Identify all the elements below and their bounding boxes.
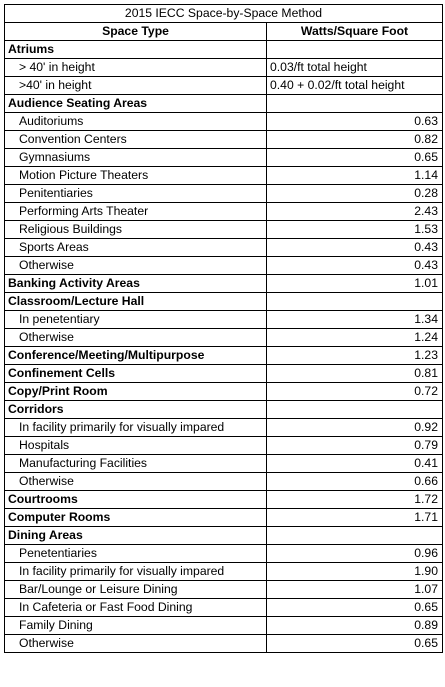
space-by-space-table bbox=[4, 4, 443, 653]
category-row bbox=[5, 95, 443, 113]
space-type-cell: Otherwise bbox=[5, 257, 267, 275]
table-row bbox=[5, 239, 443, 257]
watts-value-cell: 0.63 bbox=[267, 113, 443, 131]
watts-value-cell: 0.79 bbox=[267, 437, 443, 455]
space-type-cell: > 40' in height bbox=[5, 59, 267, 77]
category-label: Copy/Print Room bbox=[5, 383, 267, 401]
column-header-watts-per-sqft: Watts/Square Foot bbox=[267, 23, 443, 41]
table-row bbox=[5, 113, 443, 131]
table-row bbox=[5, 257, 443, 275]
watts-value-cell: 0.43 bbox=[267, 257, 443, 275]
watts-value-cell: 0.03/ft total height bbox=[267, 59, 443, 77]
category-label: Dining Areas bbox=[5, 527, 267, 545]
watts-value-cell bbox=[267, 527, 443, 545]
table-row bbox=[5, 185, 443, 203]
category-row bbox=[5, 509, 443, 527]
watts-value-cell: 0.65 bbox=[267, 599, 443, 617]
watts-value-cell: 0.65 bbox=[267, 149, 443, 167]
watts-value-cell: 0.66 bbox=[267, 473, 443, 491]
watts-value-cell bbox=[267, 401, 443, 419]
table-body bbox=[5, 41, 443, 653]
space-type-cell: In facility primarily for visually impared bbox=[5, 419, 267, 437]
table-row bbox=[5, 545, 443, 563]
table-row bbox=[5, 635, 443, 653]
table-row bbox=[5, 419, 443, 437]
watts-value-cell: 1.14 bbox=[267, 167, 443, 185]
category-row bbox=[5, 293, 443, 311]
space-type-cell: Bar/Lounge or Leisure Dining bbox=[5, 581, 267, 599]
category-row bbox=[5, 401, 443, 419]
watts-value-cell bbox=[267, 95, 443, 113]
category-label: Corridors bbox=[5, 401, 267, 419]
table-row bbox=[5, 599, 443, 617]
table-row bbox=[5, 77, 443, 95]
table-title: 2015 IECC Space-by-Space Method bbox=[5, 5, 443, 23]
category-label: Audience Seating Areas bbox=[5, 95, 267, 113]
space-type-cell: Motion Picture Theaters bbox=[5, 167, 267, 185]
space-type-cell: Gymnasiums bbox=[5, 149, 267, 167]
space-type-cell: Sports Areas bbox=[5, 239, 267, 257]
watts-value-cell: 0.43 bbox=[267, 239, 443, 257]
space-type-cell: Convention Centers bbox=[5, 131, 267, 149]
space-type-cell: In facility primarily for visually impared bbox=[5, 563, 267, 581]
table-row bbox=[5, 617, 443, 635]
category-row bbox=[5, 527, 443, 545]
watts-value-cell: 0.28 bbox=[267, 185, 443, 203]
category-row bbox=[5, 491, 443, 509]
watts-value-cell: 1.24 bbox=[267, 329, 443, 347]
table-row bbox=[5, 473, 443, 491]
watts-value-cell: 1.71 bbox=[267, 509, 443, 527]
watts-value-cell: 0.72 bbox=[267, 383, 443, 401]
watts-value-cell bbox=[267, 293, 443, 311]
watts-value-cell: 1.23 bbox=[267, 347, 443, 365]
category-label: Computer Rooms bbox=[5, 509, 267, 527]
space-type-cell: Manufacturing Facilities bbox=[5, 455, 267, 473]
space-type-cell: Otherwise bbox=[5, 473, 267, 491]
category-row bbox=[5, 41, 443, 59]
category-row bbox=[5, 347, 443, 365]
column-header-row bbox=[5, 23, 443, 41]
space-type-cell: Otherwise bbox=[5, 329, 267, 347]
column-header-space-type: Space Type bbox=[5, 23, 267, 41]
table-row bbox=[5, 59, 443, 77]
space-type-cell: Family Dining bbox=[5, 617, 267, 635]
category-label: Confinement Cells bbox=[5, 365, 267, 383]
watts-value-cell: 0.96 bbox=[267, 545, 443, 563]
space-type-cell: Otherwise bbox=[5, 635, 267, 653]
watts-value-cell: 0.89 bbox=[267, 617, 443, 635]
watts-value-cell: 1.07 bbox=[267, 581, 443, 599]
table-row bbox=[5, 581, 443, 599]
watts-value-cell: 1.72 bbox=[267, 491, 443, 509]
space-type-cell: Penitentiaries bbox=[5, 185, 267, 203]
space-type-cell: In Cafeteria or Fast Food Dining bbox=[5, 599, 267, 617]
watts-value-cell: 1.01 bbox=[267, 275, 443, 293]
watts-value-cell: 0.41 bbox=[267, 455, 443, 473]
space-type-cell: Auditoriums bbox=[5, 113, 267, 131]
watts-value-cell: 0.92 bbox=[267, 419, 443, 437]
watts-value-cell: 0.81 bbox=[267, 365, 443, 383]
space-type-cell: Religious Buildings bbox=[5, 221, 267, 239]
watts-value-cell: 0.65 bbox=[267, 635, 443, 653]
category-label: Conference/Meeting/Multipurpose bbox=[5, 347, 267, 365]
space-type-cell: Penetentiaries bbox=[5, 545, 267, 563]
category-row bbox=[5, 383, 443, 401]
table-row bbox=[5, 329, 443, 347]
table-row bbox=[5, 131, 443, 149]
table-row bbox=[5, 221, 443, 239]
watts-value-cell: 2.43 bbox=[267, 203, 443, 221]
category-label: Courtrooms bbox=[5, 491, 267, 509]
watts-value-cell: 1.34 bbox=[267, 311, 443, 329]
watts-value-cell: 0.40 + 0.02/ft total height bbox=[267, 77, 443, 95]
watts-value-cell: 1.53 bbox=[267, 221, 443, 239]
category-row bbox=[5, 275, 443, 293]
table-row bbox=[5, 455, 443, 473]
watts-value-cell bbox=[267, 41, 443, 59]
category-label: Atriums bbox=[5, 41, 267, 59]
space-type-cell: In penetentiary bbox=[5, 311, 267, 329]
table-row bbox=[5, 437, 443, 455]
category-row bbox=[5, 365, 443, 383]
table-title-row bbox=[5, 5, 443, 23]
category-label: Classroom/Lecture Hall bbox=[5, 293, 267, 311]
watts-value-cell: 1.90 bbox=[267, 563, 443, 581]
table-row bbox=[5, 311, 443, 329]
table-row bbox=[5, 563, 443, 581]
table-row bbox=[5, 149, 443, 167]
space-type-cell: Performing Arts Theater bbox=[5, 203, 267, 221]
space-type-cell: Hospitals bbox=[5, 437, 267, 455]
watts-value-cell: 0.82 bbox=[267, 131, 443, 149]
category-label: Banking Activity Areas bbox=[5, 275, 267, 293]
table-row bbox=[5, 167, 443, 185]
space-type-cell: >40' in height bbox=[5, 77, 267, 95]
table-row bbox=[5, 203, 443, 221]
